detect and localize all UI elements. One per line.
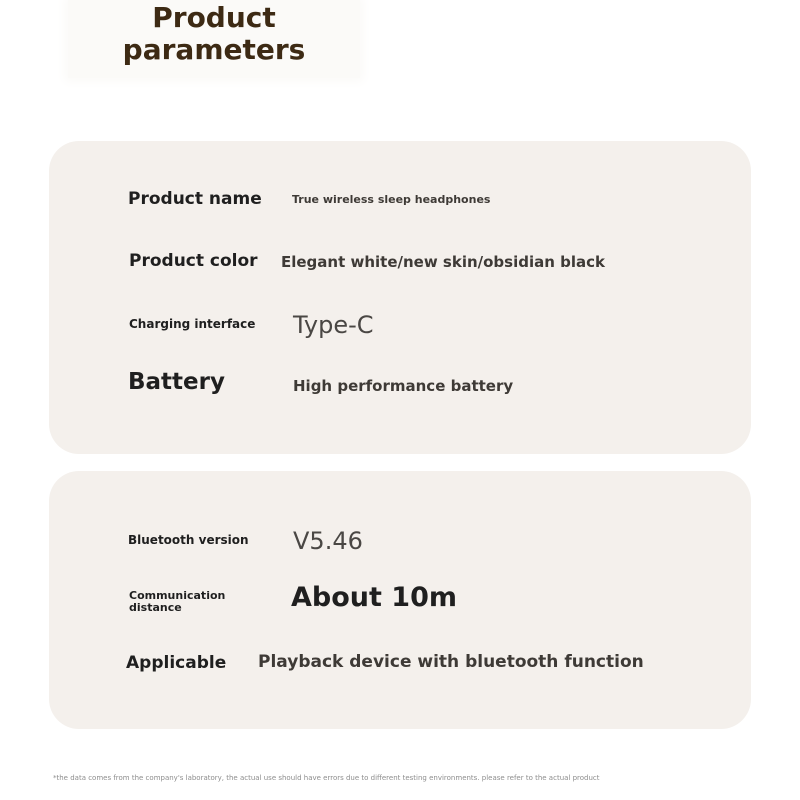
- product-name-label: Product name: [128, 189, 262, 209]
- communication-distance-value: About 10m: [291, 582, 458, 613]
- charging-interface-label: Charging interface: [129, 317, 256, 331]
- disclaimer-footnote: *the data comes from the company's laboratory, the actual use should have errors due to different testing environments. please refer to the actual product: [53, 774, 600, 782]
- communication-distance-label: [129, 590, 225, 614]
- parameters-card-1: [49, 141, 751, 454]
- product-color-label: Product color: [129, 251, 258, 271]
- communication-distance-label-line-2: distance: [129, 601, 182, 614]
- page-title: [68, 2, 360, 66]
- battery-value: High performance battery: [293, 377, 514, 395]
- bluetooth-version-value: V5.46: [293, 527, 363, 555]
- applicable-label: Applicable: [126, 653, 227, 673]
- applicable-value: Playback device with bluetooth function: [258, 652, 644, 672]
- product-name-value: True wireless sleep headphones: [292, 193, 491, 206]
- bluetooth-version-label: Bluetooth version: [128, 533, 249, 547]
- page-title-line-2: parameters: [122, 33, 306, 66]
- battery-label: Battery: [128, 369, 225, 395]
- communication-distance-label-line-1: Communication: [129, 589, 226, 602]
- charging-interface-value: Type-C: [293, 311, 374, 339]
- page-title-line-1: Product: [152, 1, 276, 34]
- product-color-value: Elegant white/new skin/obsidian black: [281, 253, 606, 271]
